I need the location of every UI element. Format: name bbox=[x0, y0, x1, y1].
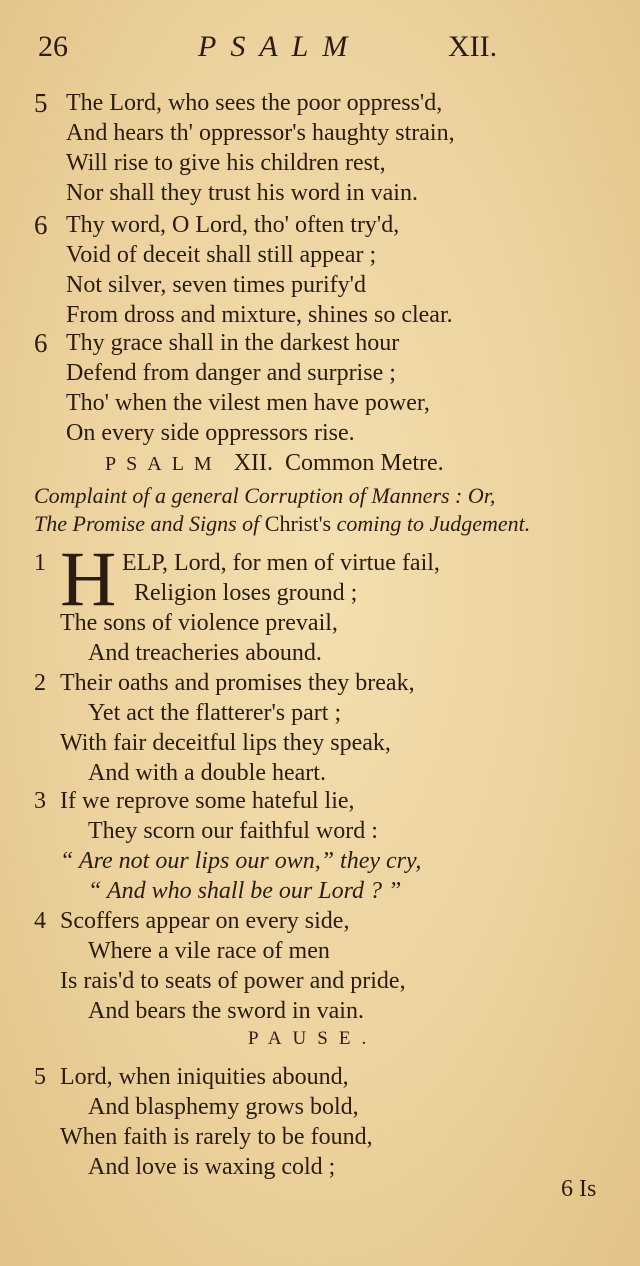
verse-number: 3 bbox=[34, 788, 46, 814]
verse-line: Nor shall they trust his word in vain. bbox=[66, 180, 418, 206]
verse-number: 5 bbox=[34, 88, 48, 118]
page-number: 26 bbox=[38, 30, 68, 63]
verse-line: Thy grace shall in the darkest hour bbox=[66, 330, 400, 356]
psalm-heading bbox=[105, 450, 444, 477]
verse-number: 4 bbox=[34, 908, 46, 934]
catchword: 6 Is bbox=[561, 1176, 597, 1202]
verse-line: “ Are not our lips our own,” they cry, bbox=[60, 848, 422, 874]
verse-line: And love is waxing cold ; bbox=[88, 1154, 336, 1180]
verse-line: On every side oppressors rise. bbox=[66, 420, 355, 446]
verse-number: 5 bbox=[34, 1064, 46, 1090]
psalm-word: PSALM bbox=[105, 453, 222, 475]
pause-heading: PAUSE. bbox=[248, 1028, 378, 1049]
verse-line: Is rais'd to seats of power and pride, bbox=[60, 968, 406, 994]
verse-line: When faith is rarely to be found, bbox=[60, 1124, 373, 1150]
psalm-subtitle-2 bbox=[34, 511, 634, 537]
verse-line: From dross and mixture, shines so clear. bbox=[66, 302, 453, 328]
subtitle-part: coming to Judgement. bbox=[336, 511, 531, 536]
verse-number: 6 bbox=[34, 328, 48, 358]
verse-line: ELP, Lord, for men of virtue fail, bbox=[122, 550, 440, 576]
verse-line: The sons of violence prevail, bbox=[60, 610, 338, 636]
verse-line: Lord, when iniquities abound, bbox=[60, 1064, 349, 1090]
psalm-subtitle-1: Complaint of a general Corruption of Manners : Or, bbox=[34, 483, 496, 508]
running-header bbox=[38, 30, 540, 74]
subtitle-part: The Promise and Signs of bbox=[34, 511, 260, 536]
verse-line: Void of deceit shall still appear ; bbox=[66, 242, 377, 268]
verse-line: And hears th' oppressor's haughty strain, bbox=[66, 120, 455, 146]
stanza-1 bbox=[34, 548, 624, 668]
stanza-top-1 bbox=[34, 88, 624, 208]
running-title: PSALM bbox=[198, 30, 362, 63]
verse-number: 2 bbox=[34, 670, 46, 696]
subtitle-part: Christ's bbox=[264, 511, 332, 536]
verse-line: Scoffers appear on every side, bbox=[60, 908, 350, 934]
psalm-number: XII. bbox=[448, 30, 498, 63]
psalm-heading-number: XII. bbox=[233, 450, 274, 476]
drop-cap: H bbox=[60, 535, 117, 622]
verse-line: The Lord, who sees the poor oppress'd, bbox=[66, 90, 443, 116]
verse-line: Religion loses ground ; bbox=[134, 580, 358, 606]
verse-number: 1 bbox=[34, 550, 46, 576]
verse-line: They scorn our faithful word : bbox=[88, 818, 378, 844]
verse-line: If we reprove some hateful lie, bbox=[60, 788, 355, 814]
verse-line: And blasphemy grows bold, bbox=[88, 1094, 359, 1120]
verse-line: Tho' when the vilest men have power, bbox=[66, 390, 430, 416]
verse-line: With fair deceitful lips they speak, bbox=[60, 730, 391, 756]
verse-line: And with a double heart. bbox=[88, 760, 326, 786]
verse-line: Their oaths and promises they break, bbox=[60, 670, 415, 696]
verse-line: Where a vile race of men bbox=[88, 938, 330, 964]
verse-line: Thy word, O Lord, tho' often try'd, bbox=[66, 212, 400, 238]
verse-line: Defend from danger and surprise ; bbox=[66, 360, 396, 386]
stanza-4 bbox=[34, 906, 624, 1026]
verse-line: Not silver, seven times purify'd bbox=[66, 272, 366, 298]
psalm-metre: Common Metre. bbox=[285, 450, 444, 476]
verse-number: 6 bbox=[34, 210, 48, 240]
stanza-5 bbox=[34, 1062, 624, 1182]
verse-line: Yet act the flatterer's part ; bbox=[88, 700, 342, 726]
stanza-top-3 bbox=[34, 328, 624, 448]
stanza-top-2 bbox=[34, 210, 624, 330]
verse-line: And treacheries abound. bbox=[88, 640, 322, 666]
stanza-3 bbox=[34, 786, 624, 906]
verse-line: And bears the sword in vain. bbox=[88, 998, 364, 1024]
verse-line: “ And who shall be our Lord ? ” bbox=[88, 878, 402, 904]
stanza-2 bbox=[34, 668, 624, 788]
verse-line: Will rise to give his children rest, bbox=[66, 150, 386, 176]
